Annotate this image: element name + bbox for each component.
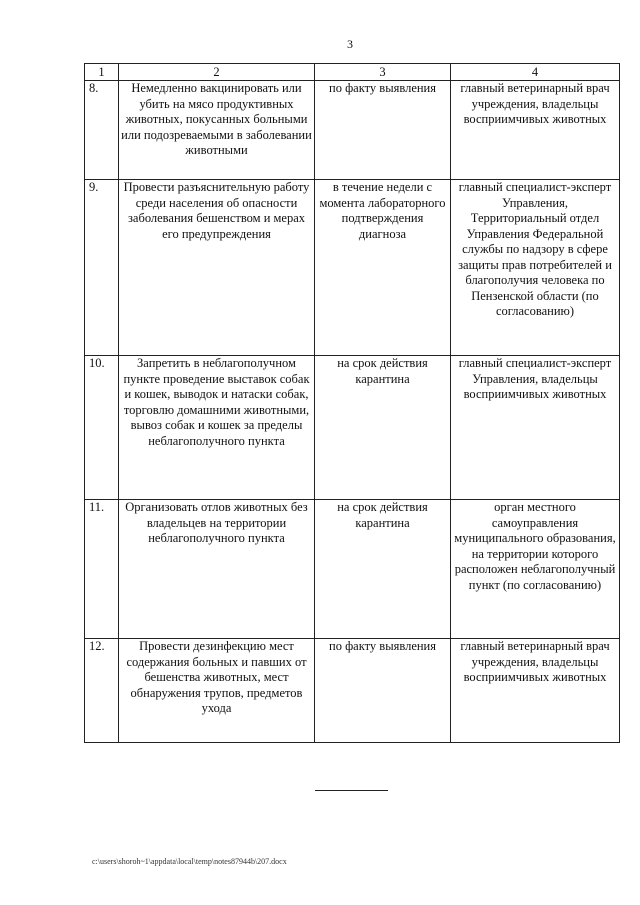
row-responsible: главный ветеринарный врач учреждения, владельцы восприимчивых животных — [451, 639, 620, 743]
header-col-3: 3 — [315, 64, 451, 81]
row-responsible: главный ветеринарный врач учреждения, владельцы восприимчивых животных — [451, 81, 620, 180]
header-col-1: 1 — [85, 64, 119, 81]
page-number: 3 — [347, 37, 353, 51]
row-number: 10. — [85, 356, 119, 500]
table-row — [85, 81, 620, 180]
footer-file-path: c:\users\shoroh~1\appdata\local\temp\notes87944b\207.docx — [92, 857, 287, 866]
row-term: на срок действия карантина — [315, 500, 451, 639]
row-responsible: главный специалист-эксперт Управления, Территориальный отдел Управления Федеральной службы по надзору в сфере защиты прав потребителей и благополучия человека по Пензенской области (по согласованию) — [451, 180, 620, 356]
row-term: в течение недели с момента лабораторного подтверждения диагноза — [315, 180, 451, 356]
header-col-4: 4 — [451, 64, 620, 81]
row-term: по факту выявления — [315, 81, 451, 180]
row-term: на срок действия карантина — [315, 356, 451, 500]
closing-line-divider — [315, 790, 388, 791]
measures-table — [84, 63, 620, 743]
row-number: 11. — [85, 500, 119, 639]
row-measure: Провести дезинфекцию мест содержания больных и павших от бешенства животных, мест обнаружения трупов, предметов ухода — [119, 639, 315, 743]
row-measure: Организовать отлов животных без владельцев на территории неблагополучного пункта — [119, 500, 315, 639]
row-number: 8. — [85, 81, 119, 180]
row-term: по факту выявления — [315, 639, 451, 743]
table-row — [85, 639, 620, 743]
row-responsible: главный специалист-эксперт Управления, владельцы восприимчивых животных — [451, 356, 620, 500]
row-number: 9. — [85, 180, 119, 356]
table-row — [85, 180, 620, 356]
row-measure: Провести разъяснительную работу среди населения об опасности заболевания бешенством и мерах его предупреждения — [119, 180, 315, 356]
row-responsible: орган местного самоуправления муниципального образования, на территории которого расположен неблагополучный пункт (по согласованию) — [451, 500, 620, 639]
row-measure: Запретить в неблагополучном пункте проведение выставок собак и кошек, выводок и натаски собак, торговлю домашними животными, вывоз собак и кошек за пределы неблагополучного пункта — [119, 356, 315, 500]
table-header-row — [85, 64, 620, 81]
row-measure: Немедленно вакцинировать или убить на мясо продуктивных животных, покусанных больными или подозреваемыми в заболевании животными — [119, 81, 315, 180]
header-col-2: 2 — [119, 64, 315, 81]
row-number: 12. — [85, 639, 119, 743]
table-row — [85, 500, 620, 639]
table-row — [85, 356, 620, 500]
